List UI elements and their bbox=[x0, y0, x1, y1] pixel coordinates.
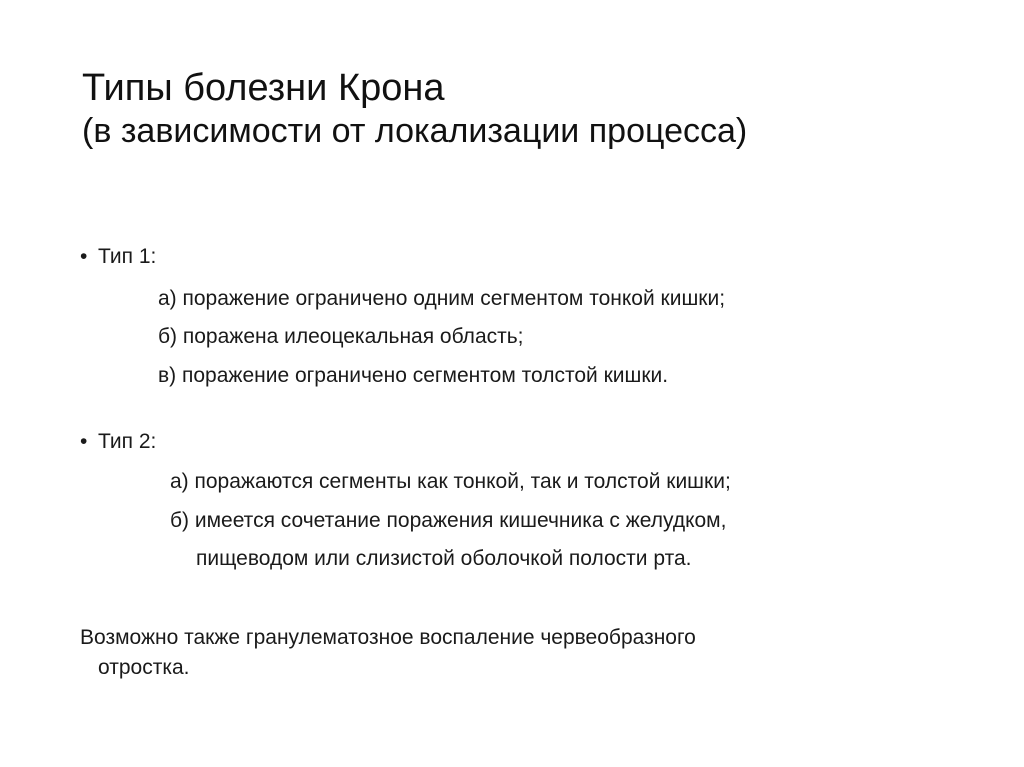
type2-item-b: б) имеется сочетание поражения кишечника с желудком, bbox=[170, 509, 727, 532]
bullet-glyph: • bbox=[80, 430, 88, 453]
slide-subtitle: (в зависимости от локализации процесса) bbox=[82, 112, 748, 150]
type1-heading bbox=[80, 244, 156, 270]
type2-item-b-continued: пищеводом или слизистой оболочкой полости рта. bbox=[196, 547, 692, 570]
type1-item-c: в) поражение ограничено сегментом толстой кишки. bbox=[158, 364, 669, 387]
type2-heading bbox=[80, 429, 156, 455]
type1-label: Тип 1: bbox=[98, 245, 157, 268]
bullet-glyph: • bbox=[80, 245, 88, 268]
note-line-1: Возможно также гранулематозное воспаление червеобразного bbox=[80, 626, 696, 649]
note-line-2: отростка. bbox=[98, 656, 190, 679]
type1-item-b: б) поражена илеоцекальная область; bbox=[158, 325, 524, 348]
type2-label: Тип 2: bbox=[98, 430, 157, 453]
type1-item-a: а) поражение ограничено одним сегментом тонкой кишки; bbox=[158, 287, 726, 310]
type2-item-a: а) поражаются сегменты как тонкой, так и толстой кишки; bbox=[170, 470, 731, 493]
slide-title: Типы болезни Крона bbox=[82, 67, 445, 109]
slide-title-block bbox=[82, 66, 982, 152]
